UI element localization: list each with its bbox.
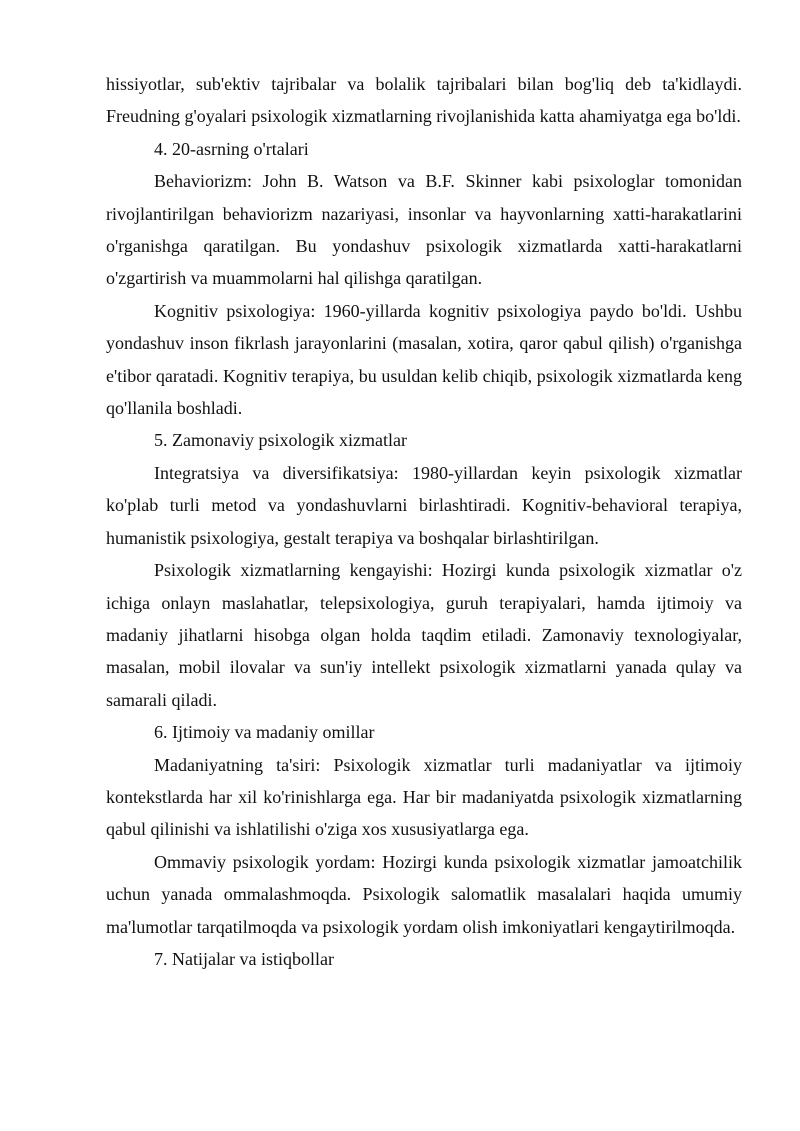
section-heading-4: 4. 20-asrning o'rtalari <box>154 138 309 159</box>
paragraph-public-help: Ommaviy psixologik yordam: Hozirgi kunda psixologik xizmatlar jamoatchilik uchun yanada ommalashmoqda. Psixologik salomatlik masalalari haqida umumiy ma'lumotlar tarqatilmoqda va psixologik yordam olish imkoniyatlari kengaytirilmoqda. <box>106 851 742 937</box>
paragraph-continuation: hissiyotlar, sub'ektiv tajribalar va bolalik tajribalari bilan bog'liq deb ta'kidlaydi. Freudning g'oyalari psixologik xizmatlarning rivojlanishida katta ahamiyatga ega bo'ldi. <box>106 74 742 127</box>
section-heading-5: 5. Zamonaviy psixologik xizmatlar <box>154 430 407 451</box>
paragraph-cognitive-psychology: Kognitiv psixologiya: 1960-yillarda kognitiv psixologiya paydo bo'ldi. Ushbu yondashuv inson fikrlash jarayonlarini (masalan, xotira, qaror qabul qilish) o'rganishga e'tibor qaratadi. Kognitiv terapiya, bu usuldan kelib chiqib, psixologik xizmatlarda keng qo'llanila boshladi. <box>106 300 742 419</box>
paragraph-culture-influence: Madaniyatning ta'siri: Psixologik xizmatlar turli madaniyatlar va ijtimoiy kontekstlarda har xil ko'rinishlarga ega. Har bir madaniyatda psixologik xizmatlarning qabul qilinishi va ishlatilishi o'ziga xos xususiyatlarga ega. <box>106 754 742 840</box>
paragraph-behaviorism: Behaviorizm: John B. Watson va B.F. Skinner kabi psixologlar tomonidan rivojlantirilgan behaviorizm nazariyasi, insonlar va hayvonlarning xatti-harakatlarini o'rganishga qaratilgan. Bu yondashuv psixologik xizmatlarda xatti-harakatlarni o'zgartirish va muammolarni hal qilishga qaratilgan. <box>106 171 742 289</box>
paragraph-expansion: Psixologik xizmatlarning kengayishi: Hozirgi kunda psixologik xizmatlar o'z ichiga onlayn maslahatlar, telepsixologiya, guruh terapiyalari, hamda ijtimoiy va madaniy jihatlarni hisobga olgan holda taqdim etiladi. Zamonaviy texnologiyalar, masalan, mobil ilovalar va sun'iy intellekt psixologik xizmatlarni yanada qulay va samarali qiladi. <box>106 560 742 710</box>
section-heading-7: 7. Natijalar va istiqbollar <box>154 948 334 969</box>
document-page <box>106 68 742 975</box>
section-heading-6: 6. Ijtimoiy va madaniy omillar <box>154 722 375 743</box>
paragraph-integration: Integratsiya va diversifikatsiya: 1980-yillardan keyin psixologik xizmatlar ko'plab turli metod va yondashuvlarni birlashtiradi. Kognitiv-behavioral terapiya, humanistik psixologiya, gestalt terapiya va boshqalar birlashtirilgan. <box>106 462 742 548</box>
